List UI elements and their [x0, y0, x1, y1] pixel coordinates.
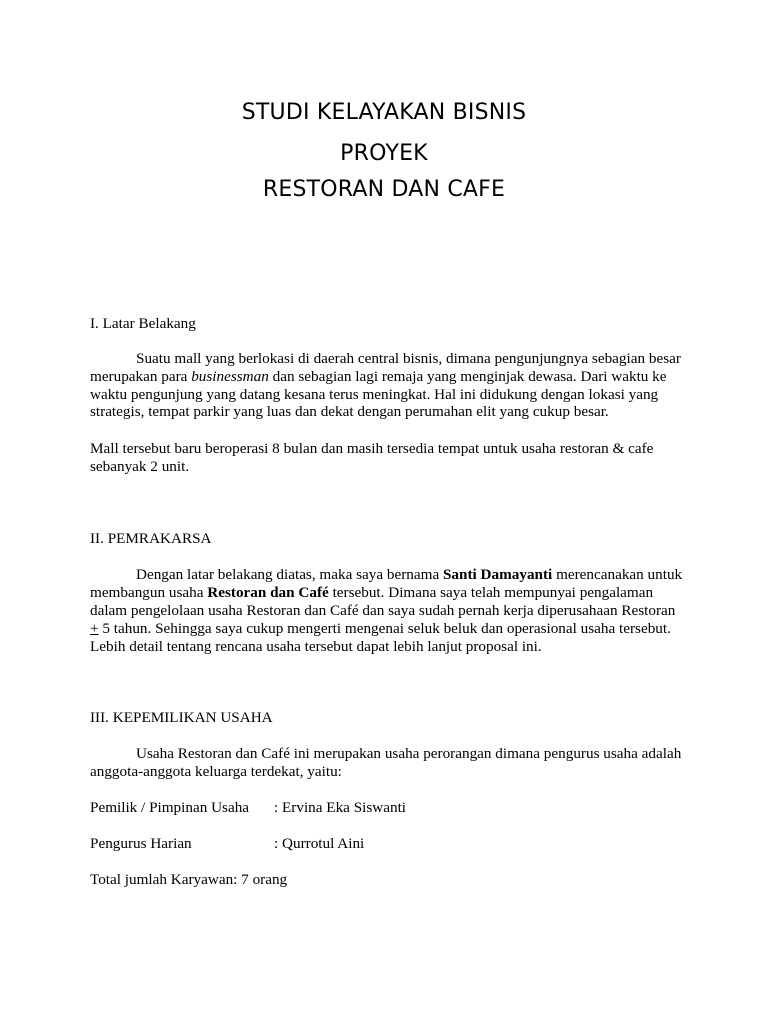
section-1-paragraph-1-line-3: waktu pengunjung yang datang kesana terus meningkat. Hal ini didukung dengan lokasi yang — [90, 386, 659, 403]
section-2-line-3: dalam pengelolaan usaha Restoran dan Café dan saya sudah pernah kerja diperusahaan Restoran — [90, 602, 676, 619]
manager-value: : Qurrotul Aini — [274, 835, 365, 852]
section-2-line-4 — [90, 620, 690, 638]
text-run: tersebut. Dimana saya telah mempunyai pengalaman — [328, 584, 654, 601]
text-run: membangun usaha — [90, 584, 208, 601]
text-run: dan sebagian lagi remaja yang menginjak dewasa. Dari waktu ke — [268, 368, 667, 385]
bold-name: Santi Damayanti — [442, 566, 553, 583]
section-3-heading: III. KEPEMILIKAN USAHA — [90, 709, 273, 726]
text-run: 5 tahun. Sehingga saya cukup mengerti mengenai seluk beluk dan operasional usaha tersebut. — [98, 620, 671, 637]
section-2-heading: II. PEMRAKARSA — [90, 530, 212, 547]
text-run: Dengan latar belakang diatas, maka saya bernama — [136, 566, 443, 583]
bold-business-name: Restoran dan Café — [207, 584, 329, 601]
section-3-line-2: anggota-anggota keluarga terdekat, yaitu: — [90, 763, 342, 780]
title-line-1: STUDI KELAYAKAN BISNIS — [241, 100, 527, 125]
manager-label: Pengurus Harian — [90, 835, 192, 852]
section-1-paragraph-1-line-4: strategis, tempat parkir yang luas dan dekat dengan perumahan elit yang cukup besar. — [90, 403, 609, 420]
text-run: merupakan para — [90, 368, 192, 385]
total-employees: Total jumlah Karyawan: 7 orang — [90, 871, 288, 888]
section-2-line-5: Lebih detail tentang rencana usaha tersebut dapat lebih lanjut proposal ini. — [90, 638, 542, 655]
manager-row — [90, 835, 690, 853]
plus-minus-symbol: + — [90, 620, 99, 637]
section-1-paragraph-1-line-1: Suatu mall yang berlokasi di daerah central bisnis, dimana pengunjungnya sebagian besar — [136, 350, 681, 367]
owner-label: Pemilik / Pimpinan Usaha — [90, 799, 250, 816]
section-3-line-1: Usaha Restoran dan Café ini merupakan usaha perorangan dimana pengurus usaha adalah — [136, 745, 682, 762]
section-1-paragraph-1-line-2 — [90, 368, 690, 386]
section-1-heading: I. Latar Belakang — [90, 315, 196, 332]
section-2-line-1 — [90, 566, 736, 584]
owner-value: : Ervina Eka Siswanti — [274, 799, 407, 816]
section-1-paragraph-2-line-2: sebanyak 2 unit. — [90, 458, 190, 475]
section-1-paragraph-2-line-1: Mall tersebut baru beroperasi 8 bulan dan masih tersedia tempat untuk usaha restoran & cafe — [90, 440, 654, 457]
text-run: merencanakan untuk — [552, 566, 683, 583]
section-2-line-2 — [90, 584, 690, 602]
title-line-2: PROYEK — [340, 141, 428, 166]
title-line-3: RESTORAN DAN CAFE — [262, 177, 506, 202]
owner-row — [90, 799, 690, 817]
italic-term: businessman — [191, 368, 269, 385]
